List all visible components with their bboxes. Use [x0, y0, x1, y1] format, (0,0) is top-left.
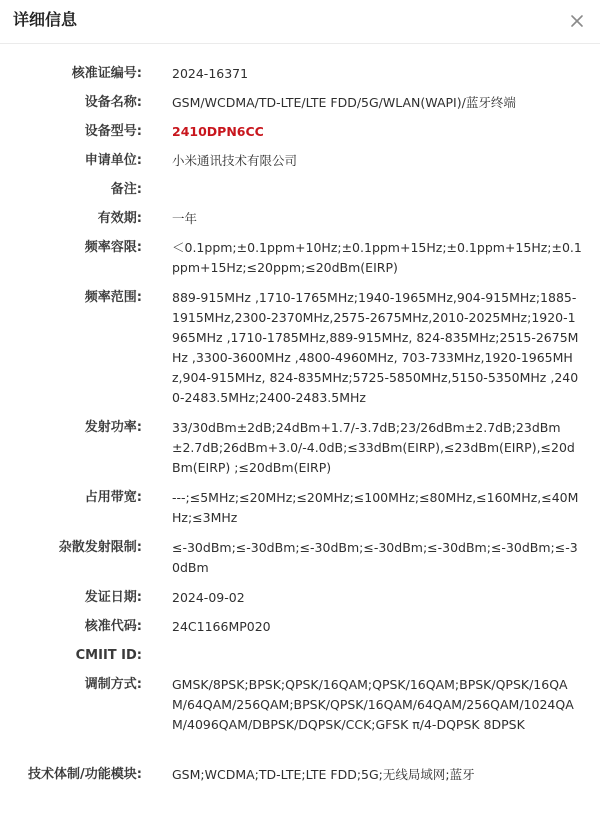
dialog-title: 详细信息 [13, 10, 78, 29]
field-label: 发证日期: [84, 590, 142, 605]
field-label: 杂散发射限制: [58, 540, 142, 555]
field-label: 调制方式: [84, 677, 142, 692]
field-row-device-model [0, 122, 600, 151]
field-row-remarks [0, 180, 600, 209]
field-label: 设备名称: [84, 95, 142, 110]
field-value: 24C1166MP020 [172, 619, 271, 634]
field-value: GMSK/8PSK;BPSK;QPSK/16QAM;QPSK/16QAM;BPSK/QPSK/16QAM/64QAM/256QAM;BPSK/QPSK/16QAM/64QAM/256QAM/1024QAM/4096QAM/DBPSK/DQPSK/CCK;GFSK π/4-DQPSK 8DPSK [172, 677, 574, 732]
field-label: 申请单位: [84, 153, 142, 168]
field-value: GSM;WCDMA;TD-LTE;LTE FDD;5G;无线局域网;蓝牙 [172, 767, 475, 782]
field-row-applicant [0, 151, 600, 180]
field-row-technology [0, 765, 600, 807]
field-value: 33/30dBm±2dB;24dBm+1.7/-3.7dB;23/26dBm±2.7dB;23dBm±2.7dB;26dBm+3.0/-4.0dB;≤33dBm(EIRP),≤23dBm(EIRP),≤20dBm(EIRP) ;≤20dBm(EIRP) [172, 420, 575, 475]
device-model-value: 2410DPN6CC [172, 124, 264, 139]
dialog-header [0, 0, 600, 44]
field-row-modulation [0, 675, 600, 765]
field-label: 备注: [110, 182, 142, 197]
detail-list [0, 64, 600, 807]
field-label: 核准证编号: [71, 66, 142, 81]
field-row-spurious-emission [0, 538, 600, 588]
field-label: 技术体制/功能模块: [28, 767, 142, 782]
field-label: 频率范围: [84, 290, 142, 305]
field-row-transmit-power [0, 418, 600, 488]
field-row-frequency-tolerance [0, 238, 600, 288]
field-label: 频率容限: [84, 240, 142, 255]
field-label: 设备型号: [84, 124, 142, 139]
field-value: 2024-09-02 [172, 590, 245, 605]
field-label: 有效期: [97, 211, 142, 226]
field-row-issue-date [0, 588, 600, 617]
field-value: 一年 [172, 211, 198, 226]
field-row-bandwidth [0, 488, 600, 538]
field-row-frequency-range [0, 288, 600, 418]
field-row-approval-number [0, 64, 600, 93]
field-row-cmiit-id [0, 646, 600, 675]
field-value: 小米通讯技术有限公司 [172, 153, 298, 168]
field-value: 889-915MHz ,1710-1765MHz;1940-1965MHz,904-915MHz;1885-1915MHz,2300-2370MHz,2575-2675MHz,2010-2025MHz;1920-1965MHz ,1710-1785MHz,889-915MHz, 824-835MHz;2515-2675MHz ,3300-3600MHz ,4800-4960MHz, 703-733MHz,1920-1965MHz,904-915MHz, 824-835MHz;5725-5850MHz,5150-5350MHz ,2400-2483.5MHz;2400-2483.5MHz [172, 290, 579, 405]
close-icon[interactable] [568, 12, 586, 30]
field-value: ---;≤5MHz;≤20MHz;≤20MHz;≤100MHz;≤80MHz,≤160MHz,≤40MHz;≤3MHz [172, 490, 579, 525]
field-value: GSM/WCDMA/TD-LTE/LTE FDD/5G/WLAN(WAPI)/蓝牙终端 [172, 95, 516, 110]
field-value: ≤-30dBm;≤-30dBm;≤-30dBm;≤-30dBm;≤-30dBm;≤-30dBm;≤-30dBm [172, 540, 578, 575]
field-label: CMIIT ID: [75, 648, 142, 663]
field-label: 发射功率: [84, 420, 142, 435]
field-row-validity [0, 209, 600, 238]
field-value: ＜0.1ppm;±0.1ppm+10Hz;±0.1ppm+15Hz;±0.1ppm+15Hz;±0.1ppm+15Hz;≤20ppm;≤20dBm(EIRP) [172, 240, 582, 275]
field-label: 核准代码: [84, 619, 142, 634]
field-row-approval-code [0, 617, 600, 646]
field-value: 2024-16371 [172, 66, 249, 81]
field-row-device-name [0, 93, 600, 122]
field-label: 占用带宽: [84, 490, 142, 505]
